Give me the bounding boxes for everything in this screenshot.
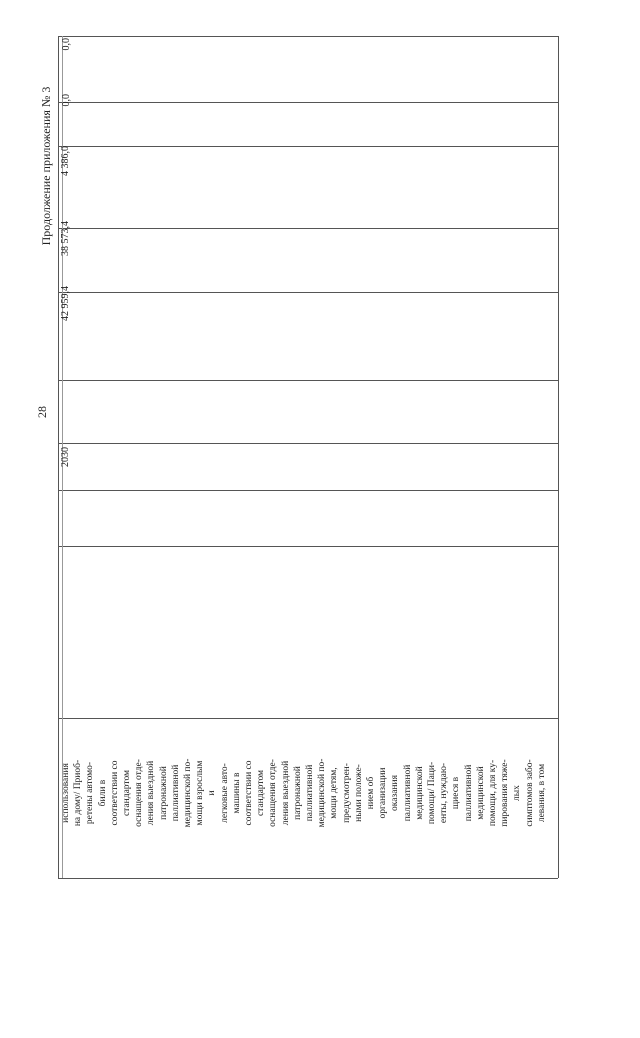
row-separator [58,102,558,103]
description-line: соответствии со [244,760,254,826]
row-separator [58,228,558,229]
description-line: патронажной [158,766,169,820]
description-line: енты, нуждаю- [439,762,450,824]
description-line: паллиативной [170,764,181,822]
value-cell: 42 959,4 [60,286,71,321]
description-line: оказания [390,775,401,811]
row-separator [58,443,558,444]
description-line: патронажной [292,766,303,820]
description-line: использования [61,763,71,823]
description-line: щиеся в [451,776,462,810]
description-line: ления выездной [280,760,291,826]
row-separator [58,490,558,491]
row-separator [58,292,558,293]
description-line: легковые авто- [219,763,230,823]
description-line: били в [97,779,108,807]
description-line: машины в [231,772,242,814]
description-line: стандартом [122,769,132,817]
description-line: оснащения отде- [134,759,145,827]
value-cell: 0,0 [61,94,72,107]
description-cell [60,548,550,828]
description-line: паллиативной [305,764,315,822]
description-line: паллиативной [463,764,474,822]
description-line: предусмотрен- [341,763,352,823]
page-number: 28 [35,406,49,418]
description-line: ретены автомо- [85,761,96,825]
description-line: медицинской по- [317,758,328,828]
row-separator [58,546,558,547]
description-line: паллиативной [402,764,413,822]
description-line: медицинской [475,766,486,820]
description-line: пирования тяже- [500,759,511,827]
table-border-left [58,36,59,878]
table-border-top [58,36,558,37]
description-line: ления выездной [146,760,157,826]
year-cell: 2030 [60,447,71,467]
row-separator [58,146,558,147]
row-separator [58,380,558,381]
description-line: оснащения отде- [268,759,279,827]
description-line: нием об [366,776,376,810]
description-line: мощи детям, [329,767,340,819]
description-line: помощи/ Паци- [427,761,437,825]
description-line: симптомов забо- [524,759,535,827]
description-text [60,548,548,1038]
table-border-right [558,36,559,878]
description-line: ными положе- [353,764,364,822]
description-line: организации [378,767,389,819]
value-cell: 4 386,0 [60,146,71,176]
description-line: помощи, для ку- [488,759,498,827]
description-line: левания, в том [536,763,547,823]
value-cell: 0,0 [61,38,72,51]
description-line: и [207,790,218,796]
description-line: мощи взрослым [195,760,206,826]
description-line: стандартом [256,769,267,817]
description-line: медицинской [414,766,425,820]
description-line: лых [512,785,523,801]
value-cell: 38 573,4 [60,221,71,256]
description-line: медицинской по- [183,758,193,828]
appendix-title: Продолжение приложения № 3 [39,86,53,246]
description-line: на дому/ Приоб- [73,759,84,827]
description-line: соответствии со [109,760,120,826]
